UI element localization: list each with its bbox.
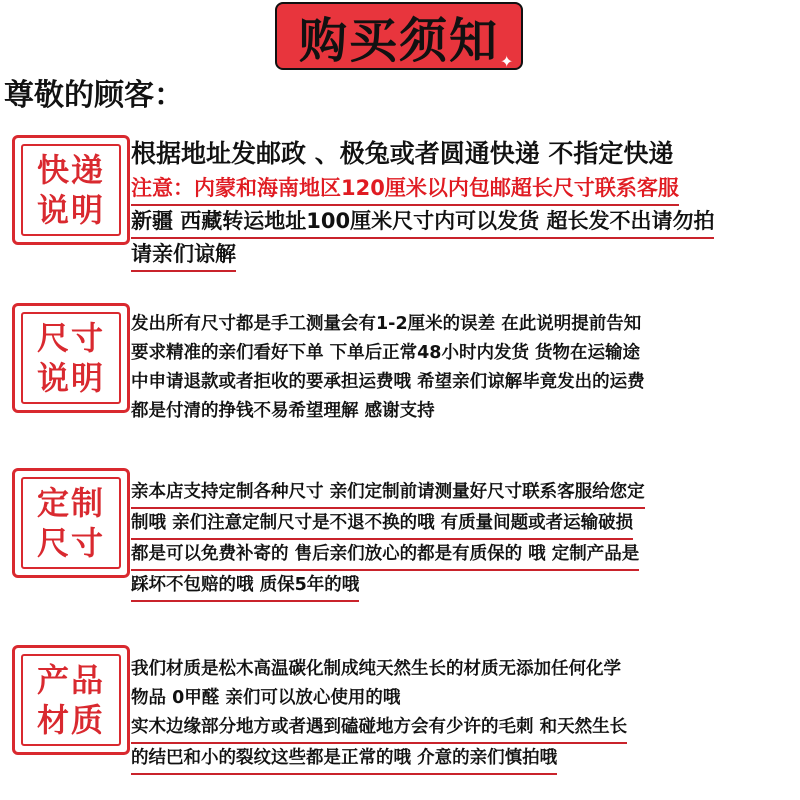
text-line-wrap	[131, 713, 800, 744]
section-custom-text	[131, 478, 800, 602]
text-line: 踩坏不包赔的哦 质保5年的哦	[131, 571, 359, 602]
section-delivery-text	[131, 135, 800, 272]
stamp-text: 快递	[36, 151, 105, 189]
text-line-wrap	[131, 744, 800, 775]
notice-line: 注意：内蒙和海南地区120厘米以内包邮超长尺寸联系客服	[131, 173, 679, 206]
text-line: 物品 0甲醛 亲们可以放心使用的哦	[131, 688, 401, 708]
text-line: 中申请退款或者拒收的要承担运费哦 希望亲们谅解毕竟发出的运费	[131, 372, 645, 392]
stamp-delivery	[12, 135, 130, 245]
sparkle-icon: ✦	[500, 52, 514, 71]
text-line-wrap	[131, 509, 800, 540]
page-title: 购买须知	[298, 12, 499, 69]
stamp-text: 产品	[36, 661, 105, 699]
greeting: 尊敬的顾客：	[4, 78, 184, 113]
section-size-text	[131, 310, 800, 426]
text-line-wrap	[131, 571, 800, 602]
text-line: 都是付清的挣钱不易希望理解 感谢支持	[131, 401, 435, 421]
text-line-wrap	[131, 173, 800, 206]
page-title-banner	[275, 2, 523, 70]
text-line: 都是可以免费补寄的 售后亲们放心的都是有质保的 哦 定制产品是	[131, 540, 639, 571]
text-line: 我们材质是松木高温碳化制成纯天然生长的材质无添加任何化学	[131, 659, 621, 679]
text-line: 要求精准的亲们看好下单 下单后正常48小时内发货 货物在运输途	[131, 343, 641, 363]
stamp-text: 说明	[36, 191, 105, 229]
text-line-wrap	[131, 239, 800, 272]
text-line: 制哦 亲们注意定制尺寸是不退不换的哦 有质量间题或者运输破损	[131, 509, 633, 540]
section-material-text	[131, 655, 800, 775]
text-line-wrap	[131, 540, 800, 571]
text-line: 请亲们谅解	[131, 239, 236, 272]
stamp-size	[12, 303, 130, 413]
text-line-wrap	[131, 206, 800, 239]
stamp-material	[12, 645, 130, 755]
stamp-text: 尺寸	[36, 319, 105, 357]
stamp-text: 说明	[36, 359, 105, 397]
text-line-wrap	[131, 478, 800, 509]
stamp-text: 定制	[36, 484, 105, 522]
text-line: 的结巴和小的裂纹这些都是正常的哦 介意的亲们慎拍哦	[131, 744, 557, 775]
text-line: 根据地址发邮政 、极兔或者圆通快递 不指定快递	[131, 139, 674, 168]
text-line: 新疆 西藏转运地址100厘米尺寸内可以发货 超长发不出请勿拍	[131, 206, 714, 239]
text-line: 实木边缘部分地方或者遇到磕碰地方会有少许的毛刺 和天然生长	[131, 713, 627, 744]
stamp-text: 材质	[36, 701, 105, 739]
text-line: 发出所有尺寸都是手工测量会有1-2厘米的误差 在此说明提前告知	[131, 314, 642, 334]
text-line: 亲本店支持定制各种尺寸 亲们定制前请测量好尺寸联系客服给您定	[131, 478, 645, 509]
stamp-text: 尺寸	[36, 524, 105, 562]
stamp-custom	[12, 468, 130, 578]
